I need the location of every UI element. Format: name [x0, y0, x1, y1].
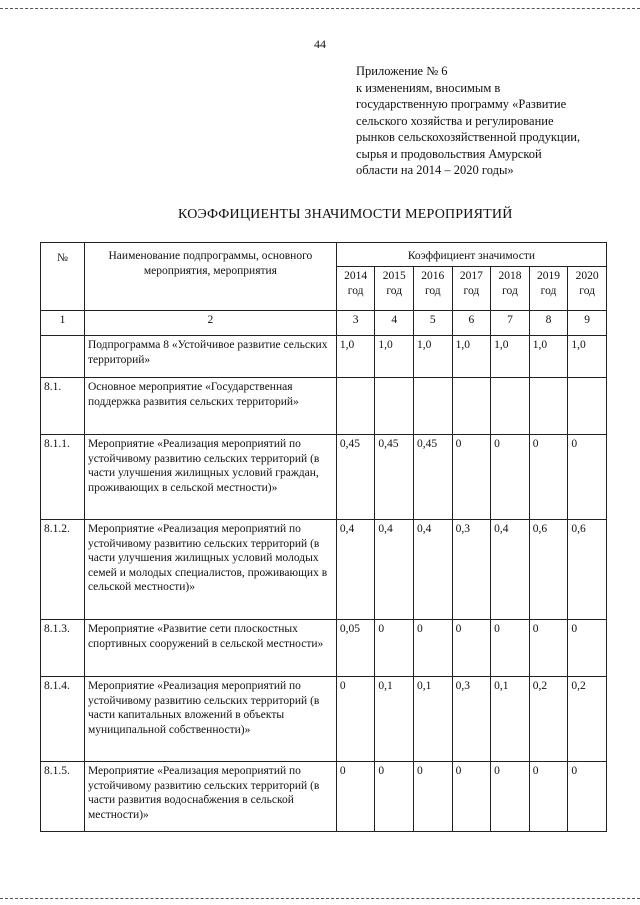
column-index: 2	[84, 311, 336, 336]
value-2016	[414, 378, 453, 435]
value-2019: 0	[529, 435, 568, 520]
value-2019: 1,0	[529, 336, 568, 378]
column-index: 8	[529, 311, 568, 336]
value-2020: 0	[568, 620, 607, 677]
value-2020: 0	[568, 762, 607, 832]
value-2014	[336, 378, 375, 435]
table-row	[41, 762, 607, 832]
value-2017: 1,0	[452, 336, 491, 378]
value-2014: 0,45	[336, 435, 375, 520]
value-2017: 0	[452, 762, 491, 832]
header-year: 2018 год	[491, 267, 530, 311]
table-row	[41, 620, 607, 677]
row-number: 8.1.3.	[41, 620, 85, 677]
value-2018: 0,1	[491, 677, 530, 762]
row-name: Мероприятие «Реализация мероприятий по устойчивому развитию сельских территорий (в части улучшения жилищных условий граждан, проживающих в сельской местности)»	[84, 435, 336, 520]
value-2018: 0,4	[491, 520, 530, 620]
row-name: Подпрограмма 8 «Устойчивое развитие сельских территорий»	[84, 336, 336, 378]
header-year: 2014 год	[336, 267, 375, 311]
value-2020: 0,6	[568, 520, 607, 620]
header-coefficient: Коэффициент значимости	[336, 243, 606, 267]
header-year: 2017 год	[452, 267, 491, 311]
column-index: 3	[336, 311, 375, 336]
page-number: 44	[314, 37, 326, 51]
table-row	[41, 336, 607, 378]
value-2014: 0	[336, 677, 375, 762]
value-2014: 0,4	[336, 520, 375, 620]
appendix-line: государственную программу «Развитие	[356, 97, 567, 111]
column-index-row	[41, 311, 607, 336]
value-2016: 0,4	[414, 520, 453, 620]
column-index: 1	[41, 311, 85, 336]
appendix-line: к изменениям, вносимым в	[356, 80, 501, 95]
header-num: №	[41, 243, 85, 311]
header-year: 2019 год	[529, 267, 568, 311]
appendix-note	[356, 63, 626, 179]
value-2017: 0	[452, 435, 491, 520]
page-top-border	[0, 8, 640, 9]
value-2015: 0,45	[375, 435, 414, 520]
appendix-line: области на 2014 – 2020 годы»	[356, 163, 514, 177]
value-2016: 0,45	[414, 435, 453, 520]
value-2017	[452, 378, 491, 435]
page-bottom-border	[0, 898, 640, 899]
value-2016: 1,0	[414, 336, 453, 378]
value-2018: 0	[491, 762, 530, 832]
row-number: 8.1.1.	[41, 435, 85, 520]
value-2015: 0	[375, 620, 414, 677]
table-row	[41, 378, 607, 435]
value-2019: 0	[529, 620, 568, 677]
value-2020: 0	[568, 435, 607, 520]
column-index: 5	[414, 311, 453, 336]
value-2020	[568, 378, 607, 435]
document-title: КОЭФФИЦИЕНТЫ ЗНАЧИМОСТИ МЕРОПРИЯТИЙ	[178, 207, 513, 222]
row-name: Мероприятие «Реализация мероприятий по устойчивому развитию сельских территорий (в части развития водоснабжения в сельской местности)»	[84, 762, 336, 832]
table-row	[41, 520, 607, 620]
value-2018: 1,0	[491, 336, 530, 378]
header-year: 2015 год	[375, 267, 414, 311]
value-2019: 0,2	[529, 677, 568, 762]
appendix-line: Приложение № 6	[356, 64, 448, 78]
value-2014: 0	[336, 762, 375, 832]
value-2015	[375, 378, 414, 435]
value-2019	[529, 378, 568, 435]
column-index: 4	[375, 311, 414, 336]
value-2017: 0	[452, 620, 491, 677]
value-2019: 0,6	[529, 520, 568, 620]
row-number: 8.1.2.	[41, 520, 85, 620]
row-number: 8.1.	[41, 378, 85, 435]
value-2014: 1,0	[336, 336, 375, 378]
value-2014: 0,05	[336, 620, 375, 677]
row-name: Мероприятие «Развитие сети плоскостных спортивных сооружений в сельской местности»	[84, 620, 336, 677]
value-2018: 0	[491, 620, 530, 677]
header-year: 2016 год	[414, 267, 453, 311]
header-year: 2020 год	[568, 267, 607, 311]
row-name: Мероприятие «Реализация мероприятий по устойчивому развитию сельских территорий (в части капитальных вложений в объекты муниципальной собственности)»	[84, 677, 336, 762]
header-name: Наименование подпрограммы, основного мероприятия, мероприятия	[84, 243, 336, 311]
value-2015: 1,0	[375, 336, 414, 378]
value-2018	[491, 378, 530, 435]
appendix-line: сельского хозяйства и регулирование	[356, 113, 554, 128]
value-2015: 0,1	[375, 677, 414, 762]
value-2016: 0,1	[414, 677, 453, 762]
column-index: 6	[452, 311, 491, 336]
value-2017: 0,3	[452, 677, 491, 762]
row-number	[41, 336, 85, 378]
value-2019: 0	[529, 762, 568, 832]
value-2018: 0	[491, 435, 530, 520]
value-2020: 0,2	[568, 677, 607, 762]
value-2016: 0	[414, 762, 453, 832]
appendix-line: рынков сельскохозяйственной продукции,	[356, 130, 581, 144]
column-index: 9	[568, 311, 607, 336]
row-name: Мероприятие «Реализация мероприятий по устойчивому развитию сельских территорий (в части улучшения жилищных условий молодых семей и молодых специалистов, проживающих в сельской местности)»	[84, 520, 336, 620]
value-2020: 1,0	[568, 336, 607, 378]
row-name: Основное мероприятие «Государственная поддержка развития сельских территорий»	[84, 378, 336, 435]
table-row	[41, 677, 607, 762]
appendix-line: сырья и продовольствия Амурской	[356, 146, 542, 161]
column-index: 7	[491, 311, 530, 336]
value-2017: 0,3	[452, 520, 491, 620]
table-row	[41, 435, 607, 520]
row-number: 8.1.5.	[41, 762, 85, 832]
value-2015: 0,4	[375, 520, 414, 620]
coefficients-table	[40, 242, 607, 832]
row-number: 8.1.4.	[41, 677, 85, 762]
value-2015: 0	[375, 762, 414, 832]
value-2016: 0	[414, 620, 453, 677]
